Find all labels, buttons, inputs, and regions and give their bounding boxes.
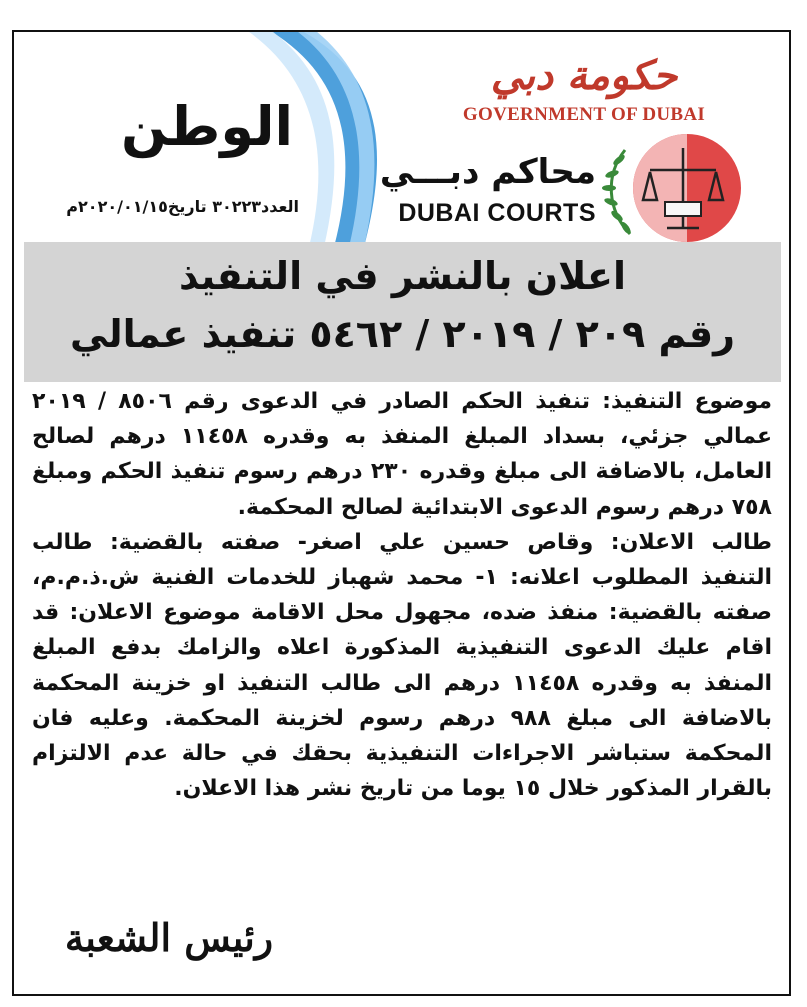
notice-title-band <box>24 242 781 382</box>
government-arabic-text: حكومة دبي <box>490 52 678 99</box>
signature-title: رئيس الشعبة <box>64 915 274 960</box>
notice-frame <box>12 30 791 996</box>
courts-english-text: DUBAI COURTS <box>398 199 596 227</box>
dubai-courts-emblem-icon <box>595 130 775 246</box>
issue-date-line: العدد٣٠٢٢٣ تاريخ٢٠٢٠/٠١/١٥م <box>66 197 299 216</box>
notification-details-paragraph: طالب الاعلان: وقاص حسين علي اصغر- صفته بالقضية: طالب التنفيذ المطلوب اعلانه: ١- محمد شهباز للخدمات الفنية ش.ذ.م.م، صفته بالقضية: منفذ ضده، مجهول محل الاقامة موضوع الاعلان: قد اقام عليك الدعوى التنفيذية المذكورة اعلاه والزامك بدفع المبلغ المنفذ به وقدره ١١٤٥٨ درهم الى طالب التنفيذ او خزينة المحكمة بالاضافة الى مبلغ ٩٨٨ درهم رسوم لخزينة المحكمة. وعليه فان المحكمة ستباشر الاجراءات التنفيذية بحقك في حالة عدم الالتزام بالقرار المذكور خلال ١٥ يوما من تاريخ نشر هذا الاعلان. <box>32 529 773 802</box>
notice-body <box>32 384 772 806</box>
enforcement-subject-paragraph: موضوع التنفيذ: تنفيذ الحكم الصادر في الدعوى رقم ٨٥٠٦ / ٢٠١٩ عمالي جزئي، بسداد المبلغ المنفذ به وقدره ١١٤٥٨ درهم لصالح العامل، بالاضافة الى مبلغ وقدره ٢٣٠ درهم رسوم تنفيذ الحكم ومبلغ ٧٥٨ درهم رسوم الدعوى الابتدائية لصالح المحكمة. <box>32 389 772 520</box>
courts-arabic-text: محاكم دبـــي <box>379 152 596 192</box>
government-of-dubai-logo <box>454 52 714 142</box>
dubai-courts-text <box>376 152 596 228</box>
case-number: رقم ٢٠٩ / ٢٠١٩ / ٥٤٦٢ تنفيذ عمالي <box>69 312 736 356</box>
government-english-text: GOVERNMENT OF DUBAI <box>462 104 706 125</box>
notice-title: اعلان بالنشر في التنفيذ <box>178 254 627 298</box>
newspaper-name: الوطن <box>120 95 294 158</box>
